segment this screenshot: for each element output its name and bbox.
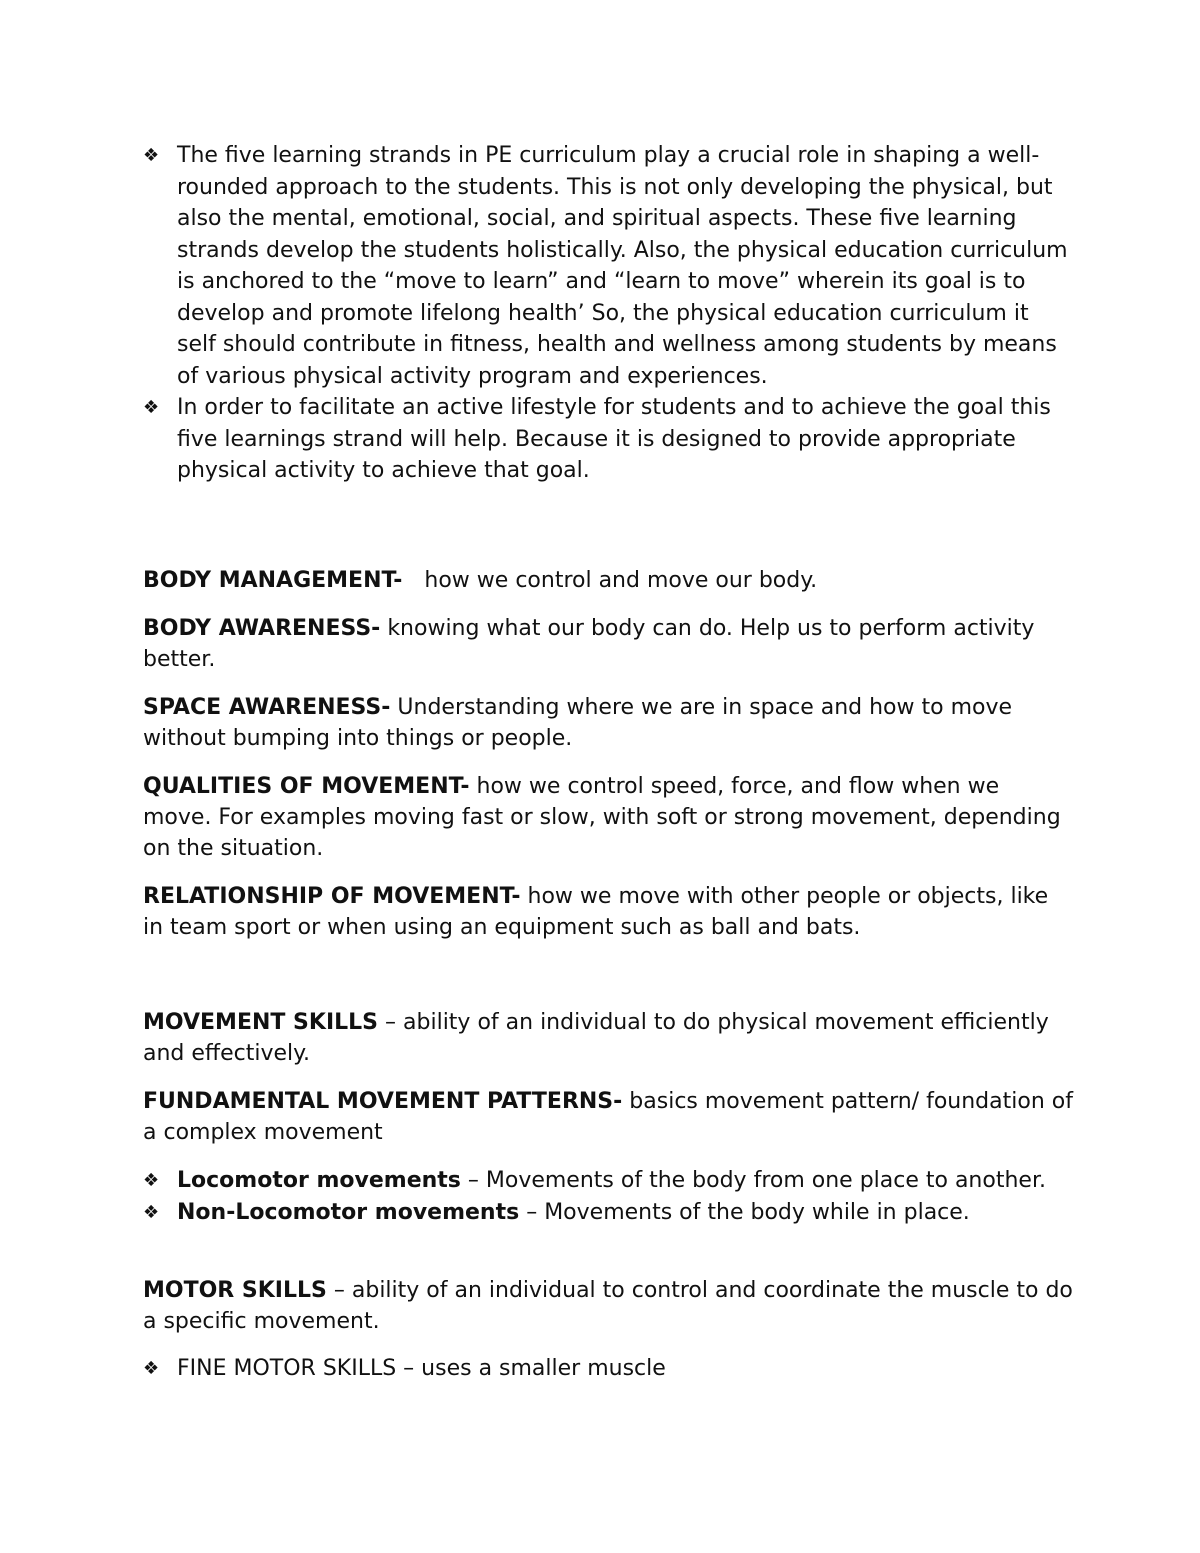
list-item [143, 1353, 1073, 1385]
definition-term: MOVEMENT SKILLS [143, 1010, 379, 1035]
fine-motor-skills-text: FINE MOTOR SKILLS – uses a smaller muscle [177, 1356, 666, 1381]
definition-body-awareness [143, 613, 1073, 675]
list-item [143, 392, 1073, 487]
definition-term: SPACE AWARENESS- [143, 695, 391, 720]
definition-text: – ability of an individual to control and coordinate the muscle to do a specific movement. [143, 1278, 1073, 1334]
movement-term: Non-Locomotor movements [177, 1199, 520, 1225]
list-item [143, 1165, 1073, 1197]
movement-bullet-list [143, 1165, 1073, 1228]
definition-text: how we control speed, force, and flow when we move. For examples moving fast or slow, with soft or strong movement, depending on the situation. [143, 774, 1061, 861]
definition-text: basics movement pattern/ foundation of a complex movement [143, 1089, 1073, 1145]
definition-relationship-of-movement [143, 881, 1073, 943]
definition-text: – ability of an individual to do physical movement efficiently and effectively. [143, 1010, 1049, 1066]
movement-term: Locomotor movements [177, 1168, 461, 1193]
diamond-bullet-icon: ❖ [143, 1201, 160, 1223]
definition-term: RELATIONSHIP OF MOVEMENT- [143, 884, 521, 909]
definition-body-management [143, 565, 1073, 596]
definition-space-awareness [143, 692, 1073, 754]
movement-text: – Movements of the body from one place to another. [467, 1168, 1046, 1193]
definition-movement-skills [143, 1007, 1073, 1069]
intro-bullet-list [143, 140, 1073, 487]
definition-fundamental-movement-patterns [143, 1086, 1073, 1148]
definition-term: BODY MANAGEMENT- [143, 568, 403, 593]
diamond-bullet-icon: ❖ [143, 1170, 160, 1191]
definition-term: QUALITIES OF MOVEMENT- [143, 774, 470, 799]
definition-term: BODY AWARENESS- [143, 616, 381, 641]
diamond-bullet-icon: ❖ [143, 145, 160, 166]
definition-term: MOTOR SKILLS [143, 1278, 327, 1303]
diamond-bullet-icon: ❖ [143, 397, 160, 418]
movement-text: – Movements of the body while in place. [526, 1199, 970, 1225]
motor-skills-bullet-list [143, 1353, 1073, 1385]
definition-text: how we control and move our body. [424, 568, 818, 593]
definition-text: knowing what our body can do. Help us to perform activity better. [143, 616, 1035, 672]
intro-bullet-text: In order to facilitate an active lifestyle for students and to achieve the goal this five learnings strand will help. Because it is designed to provide appropriate physical activity to achieve that goal. [177, 395, 1051, 483]
definition-qualities-of-movement [143, 771, 1073, 864]
definition-term: FUNDAMENTAL MOVEMENT PATTERNS- [143, 1089, 623, 1114]
list-item [143, 140, 1073, 392]
diamond-bullet-icon: ❖ [143, 1358, 160, 1379]
definition-motor-skills [143, 1275, 1073, 1337]
intro-bullet-text: The five learning strands in PE curriculum play a crucial role in shaping a well-rounded approach to the students. This is not only developing the physical, but also the mental, emotional, social, and spiritual aspects. These five learning strands develop the students holistically. Also, the physical education curriculum is anchored to the “move to learn” and “learn to move” wherein its goal is to develop and promote lifelong health’ So, the physical education curriculum it self should contribute in fitness, health and wellness among students by means of various physical activity program and experiences. [177, 143, 1068, 389]
definition-text: Understanding where we are in space and how to move without bumping into things or people. [143, 695, 1013, 751]
definition-text: how we move with other people or objects, like in team sport or when using an equipment such as ball and bats. [143, 884, 1049, 940]
list-item [143, 1197, 1073, 1229]
